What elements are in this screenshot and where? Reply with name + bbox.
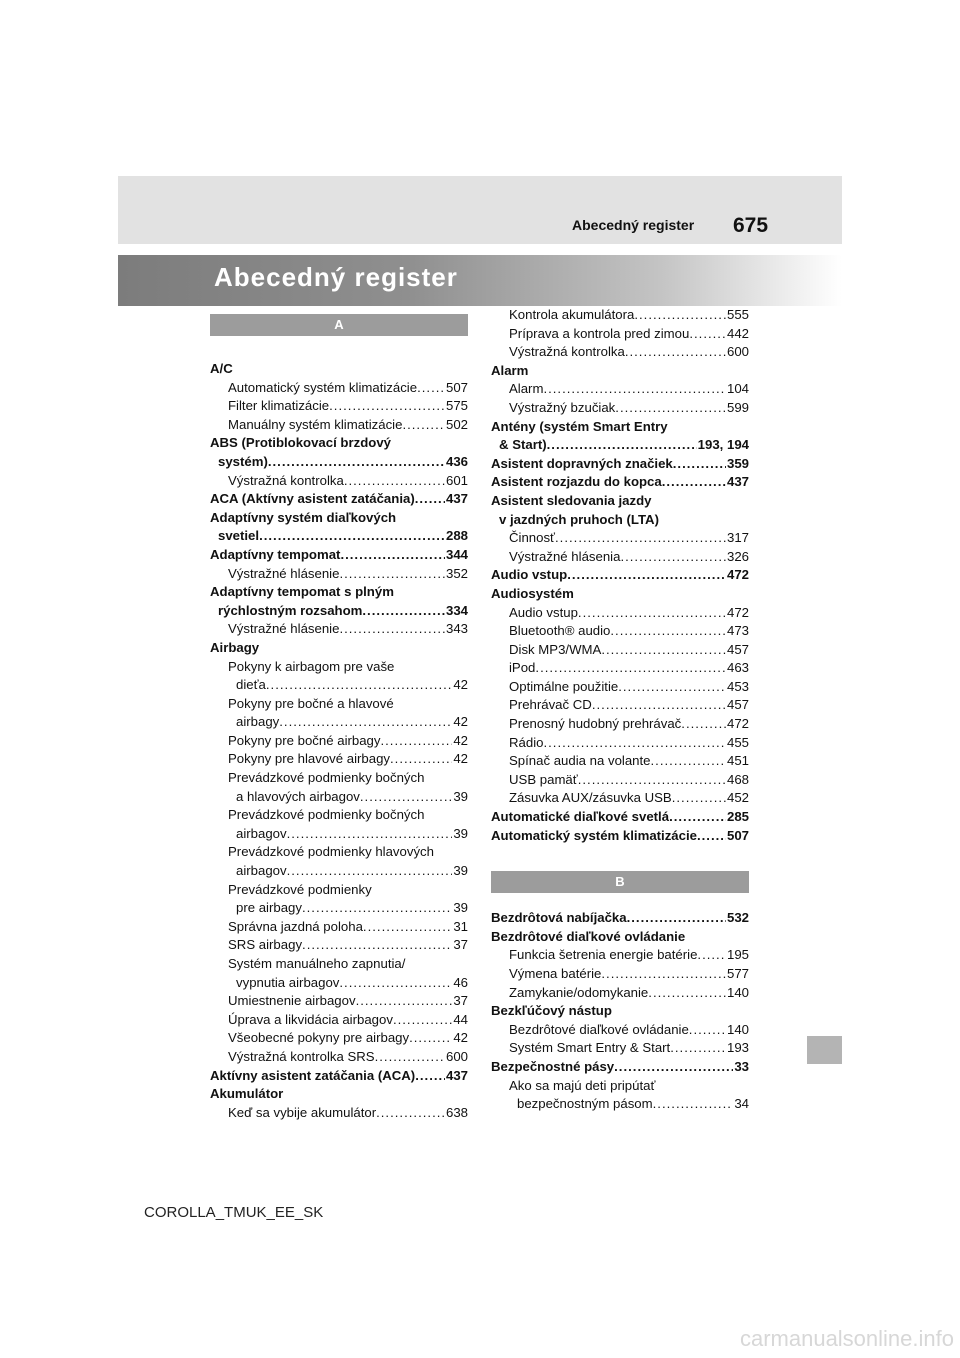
index-entry xyxy=(210,453,468,472)
index-entry-page: 452 xyxy=(726,790,749,806)
index-entry xyxy=(491,548,749,567)
index-entry-page: 42 xyxy=(453,1030,468,1046)
index-entry-page: 599 xyxy=(726,399,749,415)
index-column-left xyxy=(210,314,468,1122)
index-entry xyxy=(210,509,468,528)
section-spacer xyxy=(210,336,468,360)
index-entry-leader xyxy=(535,659,726,678)
index-entry-leader xyxy=(672,789,726,808)
section-spacer xyxy=(491,893,749,909)
index-entry-term: Rádio xyxy=(509,734,544,750)
index-entry-term: Systém Smart Entry & Start xyxy=(509,1040,671,1056)
index-entry xyxy=(210,583,468,602)
index-entry-page: 140 xyxy=(726,984,749,1000)
index-entry xyxy=(491,928,749,947)
index-entry xyxy=(210,1085,468,1104)
index-entry-term: Filter klimatizácie xyxy=(228,398,330,414)
index-entry-leader xyxy=(681,715,726,734)
index-entry-page: 455 xyxy=(726,734,749,750)
index-entry-term: Zamykanie/odomykanie xyxy=(509,984,649,1000)
index-entry xyxy=(210,825,468,844)
index-entry-term: pre airbagy xyxy=(236,900,302,916)
index-entry xyxy=(210,843,468,862)
index-entry-term: Prevádzkové podmienky hlavových xyxy=(228,844,434,860)
index-entry xyxy=(491,380,749,399)
index-entry-leader xyxy=(339,620,445,639)
index-entry-leader xyxy=(592,696,726,715)
index-entry xyxy=(491,965,749,984)
index-entry xyxy=(491,641,749,660)
index-entry-term: Asistent sledovania jazdy xyxy=(491,492,652,508)
footer-document-code: COROLLA_TMUK_EE_SK xyxy=(144,1204,324,1221)
index-entry xyxy=(491,1077,749,1096)
index-entry-page: 42 xyxy=(453,714,468,730)
index-entry-term: Pokyny pre bočné a hlavové xyxy=(228,695,394,711)
index-entry-page: 472 xyxy=(726,604,749,620)
index-entry-term: Airbagy xyxy=(210,639,260,655)
index-entry-leader xyxy=(543,734,726,753)
index-entry-leader xyxy=(409,1029,452,1048)
index-entry-page: 140 xyxy=(726,1021,749,1037)
index-entry-term: Alarm xyxy=(491,362,529,378)
index-entry-leader xyxy=(375,1048,445,1067)
index-entry xyxy=(210,881,468,900)
index-entry-term: rýchlostným rozsahom xyxy=(218,602,363,618)
index-entry xyxy=(491,399,749,418)
index-entry xyxy=(491,511,749,530)
index-entry xyxy=(210,472,468,491)
index-entry xyxy=(491,715,749,734)
section-spacer xyxy=(491,845,749,871)
index-entry-page: 193 xyxy=(726,1040,749,1056)
index-list-left xyxy=(210,360,468,1122)
index-entry xyxy=(491,734,749,753)
index-entry-leader xyxy=(344,472,445,491)
index-entry-term: Optimálne použitie xyxy=(509,678,619,694)
index-entry-page: 42 xyxy=(453,732,468,748)
index-entry-page: 39 xyxy=(453,900,468,916)
index-entry-term: Výstražná kontrolka xyxy=(228,472,344,488)
index-entry-term: Správna jazdná poloha xyxy=(228,918,363,934)
index-entry xyxy=(491,678,749,697)
index-entry-leader xyxy=(670,1039,726,1058)
index-entry-term: Audio vstup xyxy=(509,604,578,620)
index-entry-term: Výmena batérie xyxy=(509,966,602,981)
index-entry-page: 555 xyxy=(726,307,749,322)
section-header-a: A xyxy=(210,314,468,336)
index-entry-page: 352 xyxy=(445,565,468,581)
index-entry xyxy=(210,565,468,584)
index-entry xyxy=(491,362,749,381)
page-number: 675 xyxy=(733,214,769,237)
index-entry-leader xyxy=(329,397,445,416)
index-entry-page: 334 xyxy=(445,602,468,618)
index-entry-leader xyxy=(268,453,445,472)
index-entry xyxy=(210,713,468,732)
index-entry-leader xyxy=(415,1067,445,1086)
index-entry-term: svetiel xyxy=(218,528,260,544)
index-entry xyxy=(491,492,749,511)
index-entry-page: 437 xyxy=(445,1067,468,1083)
index-entry xyxy=(210,1029,468,1048)
index-entry xyxy=(491,622,749,641)
index-entry-leader xyxy=(620,548,726,567)
index-entry-term: Prevádzkové podmienky bočných xyxy=(228,807,425,823)
index-entry xyxy=(491,585,749,604)
index-entry-page: 44 xyxy=(453,1011,468,1027)
index-entry xyxy=(210,658,468,677)
index-entry xyxy=(210,360,468,379)
index-entry-term: Bezpečnostné pásy xyxy=(491,1058,615,1074)
index-entry-page: 600 xyxy=(726,344,749,360)
index-entry-term: Prevádzkové podmienky xyxy=(228,881,372,897)
index-entry-leader xyxy=(360,788,452,807)
index-entry xyxy=(210,490,468,509)
index-entry-page: 437 xyxy=(726,474,749,490)
section-header-b: B xyxy=(491,871,749,893)
index-entry-page: 343 xyxy=(445,621,468,637)
index-entry xyxy=(210,434,468,453)
index-entry xyxy=(210,862,468,881)
index-entry-page: 104 xyxy=(726,381,749,397)
index-entry-leader xyxy=(662,473,726,492)
index-entry-leader xyxy=(673,455,726,474)
index-entry-leader xyxy=(340,546,445,565)
index-entry-leader xyxy=(610,622,726,641)
index-entry-page: 473 xyxy=(726,623,749,639)
index-entry xyxy=(210,806,468,825)
index-entry-leader xyxy=(614,1058,733,1077)
index-entry xyxy=(491,827,749,846)
index-entry-page: 317 xyxy=(726,530,749,546)
index-entry-leader xyxy=(302,899,452,918)
index-entry-page: 436 xyxy=(445,453,468,469)
index-entry xyxy=(210,769,468,788)
index-entry-term: & Start) xyxy=(499,437,547,453)
index-entry-term: USB pamäť xyxy=(509,771,578,787)
index-entry xyxy=(491,455,749,474)
index-entry-page: 442 xyxy=(726,325,749,341)
index-entry xyxy=(491,436,749,455)
index-entry-page: 42 xyxy=(453,751,468,767)
index-entry-leader xyxy=(415,490,445,509)
index-entry-term: Alarm xyxy=(509,381,544,397)
index-entry xyxy=(491,306,749,325)
index-entry-term: Aktívny asistent zatáčania (ACA) xyxy=(210,1067,416,1083)
index-entry xyxy=(491,566,749,585)
index-entry xyxy=(491,1002,749,1021)
index-entry-term: Prenosný hudobný prehrávač xyxy=(509,716,682,732)
index-entry-leader xyxy=(547,436,697,455)
index-entry-leader xyxy=(601,641,726,660)
index-entry-page: 575 xyxy=(445,398,468,414)
index-entry-leader xyxy=(402,416,445,435)
index-entry-page: 193, 194 xyxy=(697,437,749,453)
index-entry-term: Pokyny pre hlavové airbagy xyxy=(228,751,391,767)
index-entry-leader xyxy=(651,752,726,771)
index-entry-term: a hlavových airbagov xyxy=(236,788,360,804)
index-entry xyxy=(491,418,749,437)
index-entry xyxy=(491,946,749,965)
index-entry-leader xyxy=(601,965,726,984)
index-entry-term: Prehrávač CD xyxy=(509,697,592,713)
index-entry-term: Bezkľúčový nástup xyxy=(491,1003,612,1019)
index-entry-term: Výstražné hlásenia xyxy=(509,548,621,564)
index-entry xyxy=(491,909,749,928)
index-entry-page: 502 xyxy=(445,416,468,432)
page-title: Abecedný register xyxy=(214,262,458,292)
index-entry-page: 601 xyxy=(445,472,468,488)
index-entry-page: 39 xyxy=(453,863,468,879)
index-entry xyxy=(491,473,749,492)
index-entry-page: 463 xyxy=(726,660,749,676)
index-entry xyxy=(491,789,749,808)
index-entry-term: Funkcia šetrenia energie batérie xyxy=(509,947,698,963)
index-entry-page: 37 xyxy=(453,937,468,953)
index-entry xyxy=(210,955,468,974)
index-entry-term: ABS (Protiblokovací brzdový xyxy=(210,435,391,451)
index-entry-term: Automatické diaľkové svetlá xyxy=(491,809,670,825)
header-section-title: Abecedný register xyxy=(572,217,695,233)
index-entry xyxy=(491,1021,749,1040)
index-entry xyxy=(491,696,749,715)
index-entry-page: 195 xyxy=(726,947,749,963)
index-entry xyxy=(210,602,468,621)
index-entry-leader xyxy=(380,732,452,751)
index-entry xyxy=(210,379,468,398)
thumb-index-tab xyxy=(807,1036,842,1064)
index-entry-leader xyxy=(266,676,452,695)
index-entry-term: Audiosystém xyxy=(491,585,574,601)
index-entry-page: 285 xyxy=(726,809,749,825)
index-entry-page: 507 xyxy=(726,827,749,843)
index-entry xyxy=(210,620,468,639)
index-entry xyxy=(210,1011,468,1030)
index-entry-leader xyxy=(578,771,726,790)
index-entry-term: vypnutia airbagov xyxy=(236,974,340,990)
index-entry-term: Pokyny pre bočné airbagy xyxy=(228,732,381,748)
index-entry-term: Adaptívny tempomat xyxy=(210,546,341,562)
index-entry-term: bezpečnostným pásom xyxy=(517,1096,653,1112)
index-entry-term: Audio vstup xyxy=(491,567,568,583)
index-entry-page: 472 xyxy=(726,716,749,732)
index-entry-term: Zásuvka AUX/zásuvka USB xyxy=(509,790,672,806)
index-list-right-b xyxy=(491,909,749,1114)
index-entry-term: Pokyny k airbagom pre vaše xyxy=(228,658,395,674)
index-entry-leader xyxy=(648,984,726,1003)
index-entry-page: 451 xyxy=(726,753,749,769)
index-entry xyxy=(210,992,468,1011)
index-entry-leader xyxy=(578,604,726,623)
index-entry-term: Úprava a likvidácia airbagov xyxy=(228,1011,393,1027)
index-entry-term: Antény (systém Smart Entry xyxy=(491,418,668,434)
index-entry-term: Ako sa majú deti pripútať xyxy=(509,1077,656,1093)
index-entry xyxy=(210,750,468,769)
index-entry-leader xyxy=(689,1021,726,1040)
index-entry-leader xyxy=(259,527,445,546)
index-entry-term: Výstražný bzučiak xyxy=(509,399,616,415)
index-entry-term: Systém manuálneho zapnutia/ xyxy=(228,956,406,971)
index-entry xyxy=(210,639,468,658)
index-entry-term: Automatický systém klimatizácie xyxy=(228,379,418,395)
index-entry-leader xyxy=(625,343,726,362)
index-entry-leader xyxy=(302,936,452,955)
index-entry-term: Bezdrôtové diaľkové ovládanie xyxy=(509,1021,689,1037)
index-entry-term: Adaptívny tempomat s plným xyxy=(210,584,394,600)
index-entry-leader xyxy=(669,808,726,827)
index-entry xyxy=(210,936,468,955)
index-entry-page: 344 xyxy=(445,546,468,562)
index-entry-leader xyxy=(393,1011,452,1030)
index-entry-page: 472 xyxy=(726,567,749,583)
index-entry-leader xyxy=(363,918,452,937)
index-entry xyxy=(491,1039,749,1058)
index-entry-term: Asistent rozjazdu do kopca xyxy=(491,474,662,490)
index-entry xyxy=(491,604,749,623)
index-entry-term: Umiestnenie airbagov xyxy=(228,993,356,1009)
index-entry-term: Príprava a kontrola pred zimou xyxy=(509,325,690,341)
index-entry-term: Všeobecné pokyny pre airbagy xyxy=(228,1030,410,1046)
index-list-right-a xyxy=(491,306,749,845)
index-entry-page: 31 xyxy=(453,918,468,934)
index-entry-leader xyxy=(653,1095,734,1114)
index-entry-term: Asistent dopravných značiek xyxy=(491,455,673,471)
index-entry-term: Disk MP3/WMA xyxy=(509,641,602,657)
index-entry-term: SRS airbagy xyxy=(228,937,303,953)
index-entry-leader xyxy=(376,1104,445,1123)
index-entry-leader xyxy=(356,992,453,1011)
index-entry-leader xyxy=(627,909,726,928)
index-entry-term: Bezdrôtové diaľkové ovládanie xyxy=(491,928,686,944)
index-entry-term: v jazdných pruhoch (LTA) xyxy=(499,511,659,527)
index-entry-page: 577 xyxy=(726,966,749,981)
index-entry-term: Výstražné hlásenie xyxy=(228,565,340,581)
index-entry xyxy=(210,1048,468,1067)
index-entry-term: Výstražná kontrolka xyxy=(509,344,625,360)
index-entry-term: A/C xyxy=(210,361,233,376)
index-entry-page: 42 xyxy=(453,677,468,693)
index-entry-page: 638 xyxy=(445,1104,468,1120)
index-entry-term: Akumulátor xyxy=(210,1086,284,1102)
index-entry xyxy=(210,918,468,937)
index-entry-page: 33 xyxy=(734,1058,749,1074)
index-entry-leader xyxy=(615,399,726,418)
index-entry-term: Výstražné hlásenie xyxy=(228,621,340,637)
index-entry-page: 507 xyxy=(445,379,468,395)
index-entry-page: 359 xyxy=(726,455,749,471)
index-entry xyxy=(210,416,468,435)
index-entry-leader xyxy=(287,862,453,881)
index-entry xyxy=(210,546,468,565)
index-entry-leader xyxy=(634,306,726,325)
index-entry-leader xyxy=(697,946,726,965)
index-entry xyxy=(491,529,749,548)
index-entry xyxy=(491,984,749,1003)
index-entry-page: 326 xyxy=(726,548,749,564)
index-entry-term: Manuálny systém klimatizácie xyxy=(228,416,403,432)
index-entry-leader xyxy=(390,750,452,769)
index-entry-page: 600 xyxy=(445,1048,468,1064)
index-entry-leader xyxy=(697,827,726,846)
index-entry xyxy=(210,695,468,714)
index-entry-term: Činnosť xyxy=(509,530,555,546)
index-entry-term: Automatický systém klimatizácie xyxy=(491,827,697,843)
index-entry xyxy=(210,397,468,416)
index-entry-term: Výstražná kontrolka SRS xyxy=(228,1048,375,1064)
index-entry-term: Kontrola akumulátora xyxy=(509,307,635,322)
index-entry-leader xyxy=(543,380,726,399)
index-entry xyxy=(491,659,749,678)
index-entry xyxy=(491,771,749,790)
index-entry xyxy=(491,343,749,362)
index-entry-term: ACA (Aktívny asistent zatáčania) xyxy=(210,491,415,507)
index-entry xyxy=(491,325,749,344)
index-entry-term: airbagov xyxy=(236,863,287,879)
watermark: carmanualsonline.info xyxy=(739,1326,954,1351)
index-entry-page: 437 xyxy=(445,491,468,507)
index-entry xyxy=(210,974,468,993)
index-entry-page: 37 xyxy=(453,993,468,1009)
index-entry-leader xyxy=(417,379,445,398)
index-entry xyxy=(491,1058,749,1077)
index-entry-term: airbagy xyxy=(236,714,280,730)
index-entry-leader xyxy=(618,678,726,697)
index-entry-term: Bluetooth® audio xyxy=(509,623,611,639)
index-entry-term: Prevádzkové podmienky bočných xyxy=(228,770,425,786)
index-column-right xyxy=(491,306,749,1114)
index-entry-term: Keď sa vybije akumulátor xyxy=(228,1104,377,1120)
index-entry xyxy=(210,1104,468,1123)
index-entry xyxy=(210,1067,468,1086)
index-entry-leader xyxy=(339,565,445,584)
index-entry-page: 457 xyxy=(726,697,749,713)
index-entry-leader xyxy=(287,825,453,844)
index-entry xyxy=(491,1095,749,1114)
index-entry-leader xyxy=(339,974,452,993)
index-entry-leader xyxy=(362,602,445,621)
index-entry xyxy=(491,808,749,827)
index-entry-term: Spínač audia na volante xyxy=(509,753,651,769)
index-entry-page: 34 xyxy=(734,1096,749,1112)
index-entry-page: 46 xyxy=(453,974,468,990)
index-entry-page: 532 xyxy=(726,910,749,926)
index-entry-leader xyxy=(689,325,726,344)
index-entry-term: Adaptívny systém diaľkových xyxy=(210,509,397,525)
index-entry-term: airbagov xyxy=(236,825,287,841)
index-entry-page: 468 xyxy=(726,771,749,787)
index-entry-term: Bezdrôtová nabíjačka xyxy=(491,910,627,926)
index-entry-page: 288 xyxy=(445,528,468,544)
index-entry-leader xyxy=(555,529,726,548)
index-entry-leader xyxy=(279,713,452,732)
index-entry xyxy=(210,676,468,695)
index-entry-leader xyxy=(567,566,726,585)
index-entry-term: dieťa xyxy=(236,677,266,693)
index-entry-page: 39 xyxy=(453,825,468,841)
index-entry xyxy=(210,732,468,751)
index-entry xyxy=(491,752,749,771)
index-entry xyxy=(210,527,468,546)
index-entry xyxy=(210,788,468,807)
index-entry-page: 39 xyxy=(453,788,468,804)
index-entry-term: iPod xyxy=(509,660,536,676)
index-entry-page: 453 xyxy=(726,678,749,694)
index-entry-term: systém) xyxy=(218,453,268,469)
index-entry-page: 457 xyxy=(726,641,749,657)
index-entry xyxy=(210,899,468,918)
